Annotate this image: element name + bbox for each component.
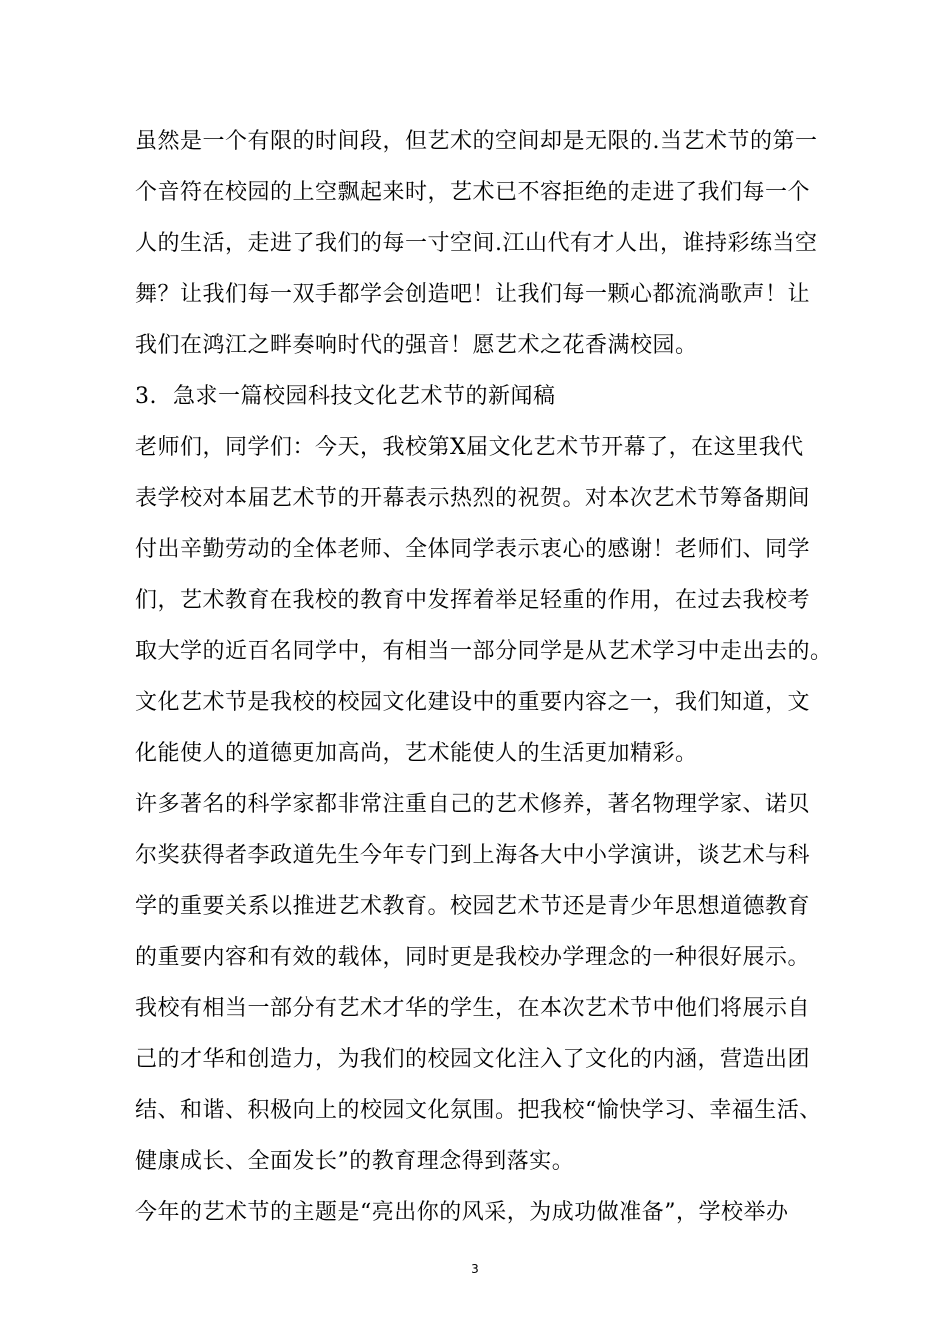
text-line: 虽然是一个有限的时间段，但艺术的空间却是无限的.当艺术节的第一 [135, 129, 818, 154]
text-line: 结、和谐、积极向上的校园文化氛围。把我校“愉快学习、幸福生活、 [135, 1098, 822, 1123]
text-line: 人的生活，走进了我们的每一寸空间.江山代有才人出，谁持彩练当空 [135, 231, 818, 256]
text-line: 舞？让我们每一双手都学会创造吧！让我们每一颗心都流淌歌声！让 [135, 282, 811, 307]
text-line: 许多著名的科学家都非常注重自己的艺术修养，著名物理学家、诺贝 [135, 792, 811, 817]
text-line: 健康成长、全面发长”的教育理念得到落实。 [135, 1149, 575, 1174]
text-line: 今年的艺术节的主题是“亮出你的风采，为成功做准备”，学校举办 [135, 1200, 789, 1225]
section-heading [135, 382, 825, 412]
text-line: 表学校对本届艺术节的开幕表示热烈的祝贺。对本次艺术节筹备期间 [135, 486, 811, 511]
text-line: 个音符在校园的上空飘起来时，艺术已不容拒绝的走进了我们每一个 [135, 180, 811, 205]
text-line: 己的才华和创造力，为我们的校园文化注入了文化的内涵，营造出团 [135, 1047, 811, 1072]
text-line: 我校有相当一部分有艺术才华的学生，在本次艺术节中他们将展示自 [135, 996, 811, 1021]
text-line: 化能使人的道德更加高尚，艺术能使人的生活更加精彩。 [135, 741, 698, 766]
text-line: 老师们，同学们：今天，我校第X届文化艺术节开幕了，在这里我代 [135, 435, 804, 460]
heading-number: 3. [135, 384, 157, 409]
page-number: 3 [471, 1262, 479, 1276]
text-line: 们，艺术教育在我校的教育中发挥着举足轻重的作用，在过去我校考 [135, 588, 811, 613]
text-line: 文化艺术节是我校的校园文化建设中的重要内容之一，我们知道，文 [135, 690, 811, 715]
text-line: 付出辛勤劳动的全体老师、全体同学表示衷心的感谢！老师们、同学 [135, 537, 811, 562]
heading-text: 急求一篇校园科技文化艺术节的新闻稿 [173, 384, 556, 409]
text-line: 的重要内容和有效的载体，同时更是我校办学理念的一种很好展示。 [135, 945, 811, 970]
text-line: 我们在鸿江之畔奏响时代的强音！愿艺术之花香满校园。 [135, 333, 698, 358]
text-line: 学的重要关系以推进艺术教育。校园艺术节还是青少年思想道德教育 [135, 894, 811, 919]
text-line: 尔奖获得者李政道先生今年专门到上海各大中小学演讲，谈艺术与科 [135, 843, 811, 868]
text-line: 取大学的近百名同学中，有相当一部分同学是从艺术学习中走出去的。 [135, 639, 833, 664]
